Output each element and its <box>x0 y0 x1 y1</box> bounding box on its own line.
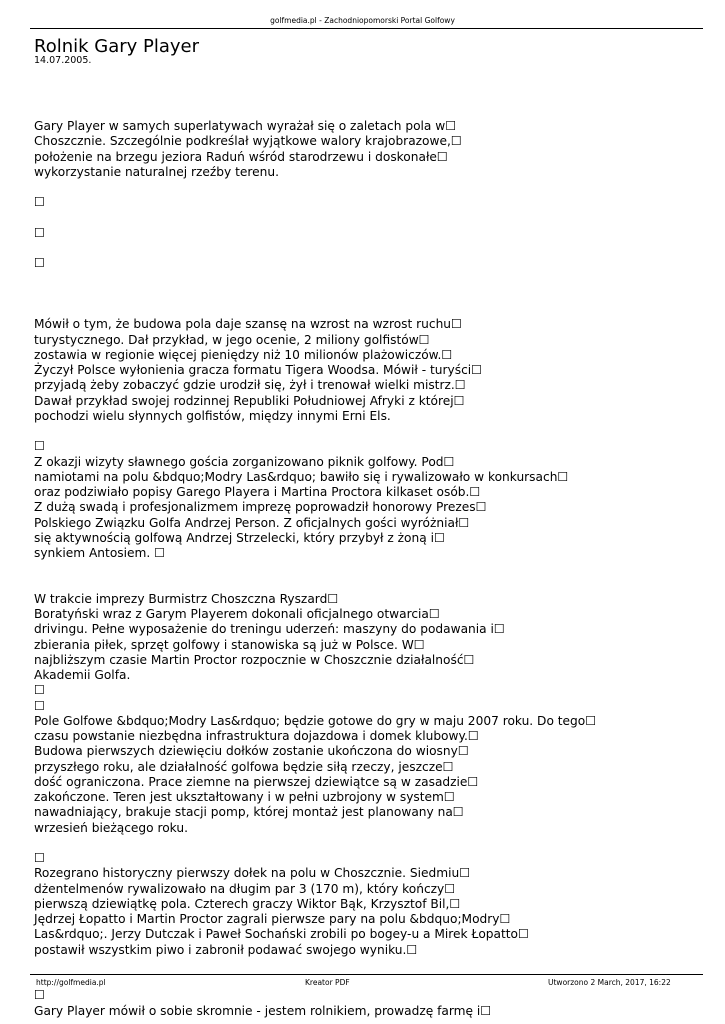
article-line: Gary Player w samych superlatywach wyrażał się o zaletach pola w☐ <box>34 119 457 133</box>
article-line <box>34 836 704 851</box>
article-line: ☐ <box>34 439 45 454</box>
article-line <box>34 424 704 439</box>
article-line <box>34 180 704 195</box>
article-line: Życzył Polsce wyłonienia gracza formatu Tigera Woodsa. Mówił - turyści☐ <box>34 363 483 377</box>
article-line: dżentelmenów rywalizowało na długim par 3 (170 m), który kończy☐ <box>34 881 456 896</box>
footer-url: http://golfmedia.pl <box>36 978 106 987</box>
article-line <box>34 561 704 576</box>
footer-creator: Kreator PDF <box>305 978 350 987</box>
header-rule <box>30 28 703 29</box>
article-line: oraz podziwiało popisy Garego Playera i Martina Proctora kilkaset osób.☐ <box>34 485 481 499</box>
article-line: Akademii Golfa. <box>34 668 131 682</box>
article-line <box>34 577 704 592</box>
article-line: się aktywnością golfową Andrzej Strzelecki, który przybył z żoną i☐ <box>34 530 445 545</box>
article-line: Budowa pierwszych dziewięciu dołków zostanie ukończona do wiosny☐ <box>34 744 469 759</box>
article-line: wrzesień bieżącego roku. <box>34 820 188 835</box>
article-line: pochodzi wielu słynnych golfistów, między innymi Erni Els. <box>34 408 391 423</box>
article-line: przyjadą żeby zobaczyć gdzie urodził się, żył i trenował wielki mistrz.☐ <box>34 378 466 393</box>
article-line: ☐ <box>34 225 45 240</box>
article-line: najbliższym czasie Martin Proctor rozpocznie w Choszcznie działalność☐ <box>34 652 475 667</box>
article-line: czasu powstanie niezbędna infrastruktura dojazdowa i domek klubowy.☐ <box>34 729 479 743</box>
article-line: pierwszą dziewiątkę pola. Czterech graczy Wiktor Bąk, Krzysztof Bil,☐ <box>34 896 461 911</box>
article-line: namiotami na polu &bdquo;Modry Las&rdquo; bawiło się i rywalizowało w konkursach☐ <box>34 469 569 484</box>
article-line: ☐ <box>34 195 45 210</box>
article-line: ☐ <box>34 698 45 713</box>
footer-created: Utworzono 2 March, 2017, 16:22 <box>548 978 671 987</box>
article-line: zbierania piłek, sprzęt golfowy i stanowiska są już w Polsce. W☐ <box>34 637 425 652</box>
article-line: zostawia w regionie więcej pieniędzy niż 10 milionów plażowiczów.☐ <box>34 347 453 362</box>
article-line: synkiem Antosiem. ☐ <box>34 546 166 560</box>
article-line <box>34 287 704 302</box>
site-header: golfmedia.pl - Zachodniopomorski Portal Golfowy <box>270 16 455 25</box>
article-line: Boratyński wraz z Garym Playerem dokonali oficjalnego otwarcia☐ <box>34 607 440 621</box>
article-line: Jędrzej Łopatto i Martin Proctor zagrali pierwsze pary na polu &bdquo;Modry☐ <box>34 912 511 926</box>
article-title: Rolnik Gary Player <box>34 36 200 57</box>
article-line: Mówił o tym, że budowa pola daje szansę na wzrost na wzrost ruchu☐ <box>34 317 462 332</box>
article-line: Gary Player mówił o sobie skromnie - jestem rolnikiem, prowadzę farmę i☐ <box>34 1003 492 1018</box>
article-line: Dawał przykład swojej rodzinnej Republiki Południowej Afryki z której☐ <box>34 393 465 408</box>
article-line: ☐ <box>34 683 45 698</box>
article-line <box>34 211 704 226</box>
article-line: postawił wszystkim piwo i zabronił podawać swojego wyniku.☐ <box>34 942 418 957</box>
article-line: Las&rdquo;. Jerzy Dutczak i Paweł Sochański zrobili po bogey-u a Mirek Łopatto☐ <box>34 927 529 942</box>
article-line <box>34 272 704 287</box>
article-line: ☐ <box>34 256 45 271</box>
article-line: Z dużą swadą i profesjonalizmem imprezę poprowadził honorowy Prezes☐ <box>34 500 487 515</box>
article-line <box>34 302 704 317</box>
article-line <box>34 241 704 256</box>
article-line: W trakcie imprezy Burmistrz Choszczna Ryszard☐ <box>34 591 339 606</box>
article-line: Z okazji wizyty sławnego gościa zorganizowano piknik golfowy. Pod☐ <box>34 454 455 469</box>
article-body <box>34 119 704 1019</box>
footer-rule <box>30 974 703 975</box>
article-line: położenie na brzegu jeziora Raduń wśród starodrzewu i doskonałe☐ <box>34 149 448 164</box>
article-line: wykorzystanie naturalnej rzeźby terenu. <box>34 164 279 179</box>
article-line: ☐ <box>34 851 45 865</box>
article-line: zakończone. Teren jest ukształtowany i w pełni uzbrojony w system☐ <box>34 790 455 804</box>
article-line: przyszłego roku, ale działalność golfowa będzie siłą rzeczy, jeszcze☐ <box>34 759 454 774</box>
article-date: 14.07.2005. <box>34 55 92 66</box>
article-line: Polskiego Związku Golfa Andrzej Person. Z oficjalnych gości wyróżniał☐ <box>34 515 470 530</box>
article-line: turystycznego. Dał przykład, w jego ocenie, 2 miliony golfistów☐ <box>34 332 430 347</box>
article-line: Pole Golfowe &bdquo;Modry Las&rdquo; będzie gotowe do gry w maju 2007 roku. Do tego☐ <box>34 713 597 728</box>
article-line: drivingu. Pełne wyposażenie do treningu uderzeń: maszyny do podawania i☐ <box>34 622 505 637</box>
article-line: Rozegrano historyczny pierwszy dołek na polu w Choszcznie. Siedmiu☐ <box>34 866 471 881</box>
article-line: ☐ <box>34 988 45 1003</box>
article-line: Choszcznie. Szczególnie podkreślał wyjątkowe walory krajobrazowe,☐ <box>34 134 462 149</box>
article-line: dość ograniczona. Prace ziemne na pierwszej dziewiątce są w zasadzie☐ <box>34 774 479 789</box>
article-line <box>34 958 704 973</box>
article-line: nawadniający, brakuje stacji pomp, której montaż jest planowany na☐ <box>34 805 464 820</box>
